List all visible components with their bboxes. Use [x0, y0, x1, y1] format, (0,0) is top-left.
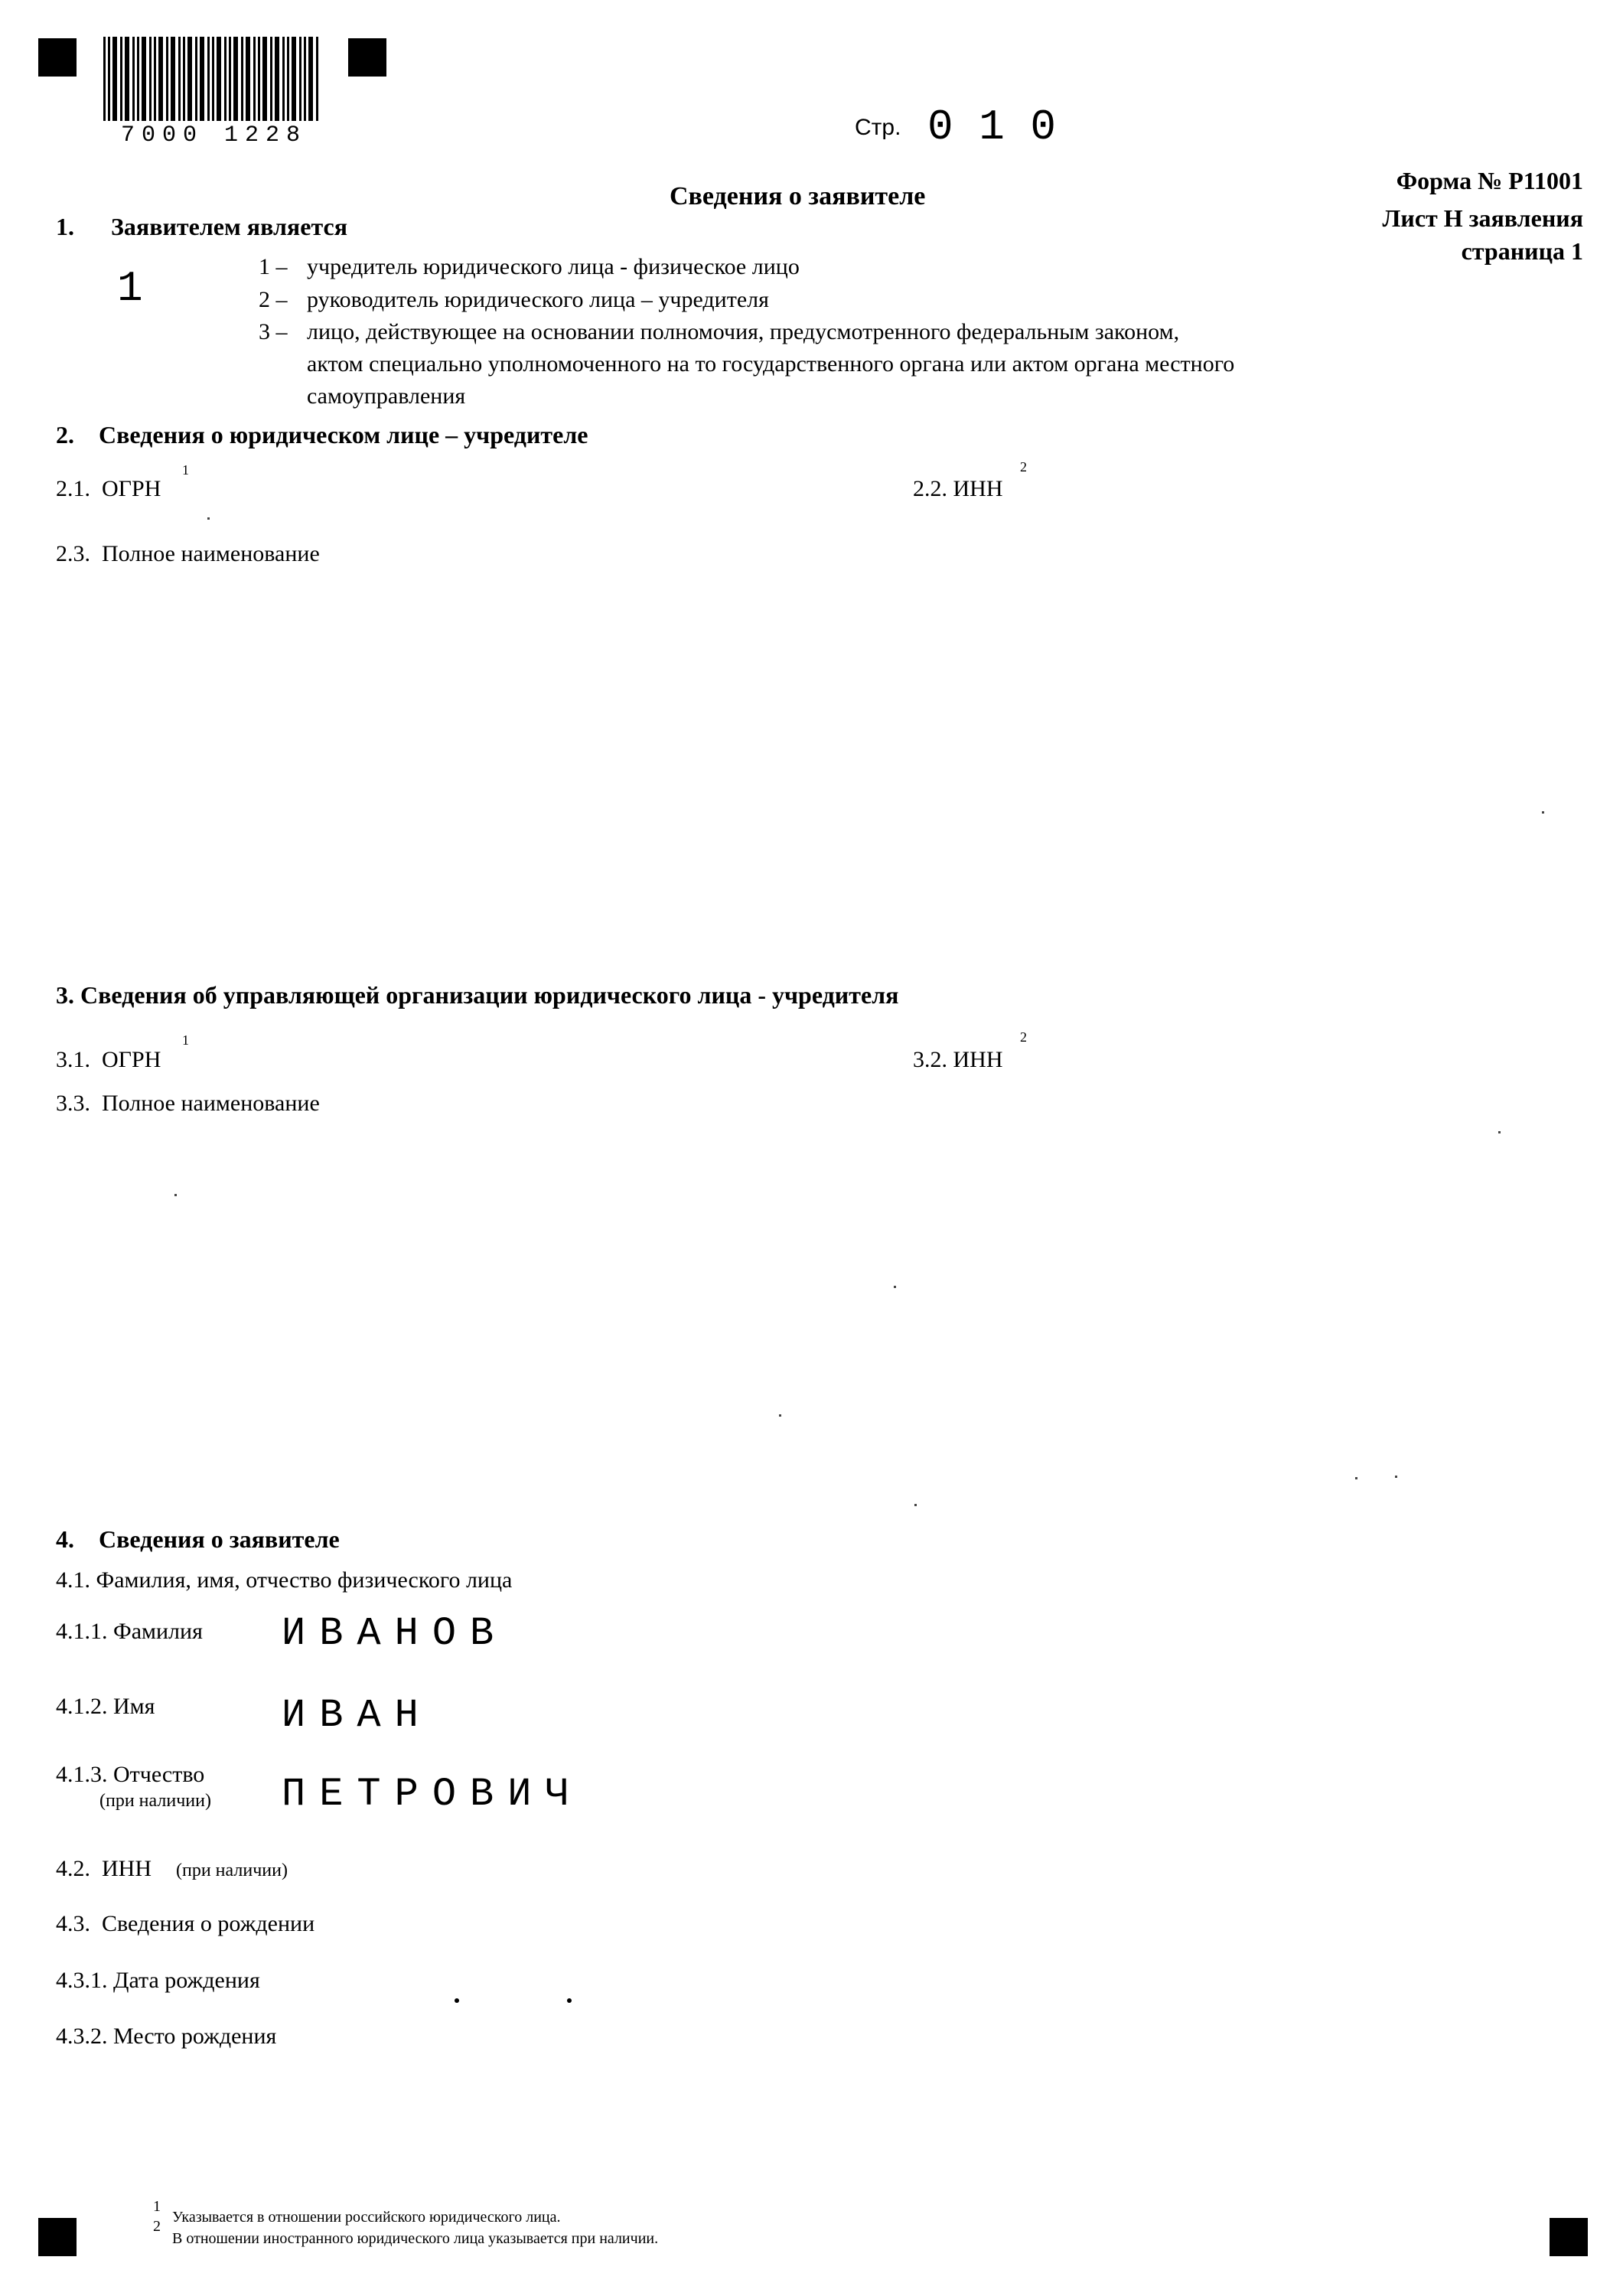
section2-inn-footnote-mark: 2	[1020, 459, 1027, 475]
scan-speck	[207, 517, 210, 520]
registration-marker-bottom-left	[38, 2218, 77, 2256]
option-1-text: учредитель юридического лица - физическое лицо	[307, 254, 800, 279]
form-number: Форма № Р11001	[1396, 167, 1583, 194]
birth-place-label: 4.3.2. Место рождения	[56, 2024, 277, 2049]
section1-number: 1.	[56, 213, 74, 240]
barcode	[103, 37, 321, 121]
fio-title: 4.1. Фамилия, имя, отчество физического лица	[56, 1567, 513, 1593]
registration-marker-top-right	[348, 38, 386, 77]
scan-speck	[894, 1286, 896, 1288]
option-3-line-1: лицо, действующее на основании полномочия, предусмотренного федеральным законом,	[307, 319, 1180, 344]
section3-ogrn-footnote-mark: 1	[182, 1032, 189, 1048]
first-name-value: ИВАН	[282, 1693, 432, 1738]
scan-speck	[914, 1504, 917, 1506]
page-number-value: 0 1 0	[927, 103, 1057, 152]
surname-value: ИВАНОВ	[282, 1611, 508, 1656]
section3-fullname-label: 3.3. Полное наименование	[56, 1091, 320, 1116]
section2-inn-label: 2.2. ИНН	[913, 476, 1003, 501]
birth-date-separator-1	[455, 1998, 459, 2003]
section3-inn-label: 3.2. ИНН	[913, 1047, 1003, 1072]
scan-speck	[1395, 1476, 1397, 1478]
section3-ogrn-label: 3.1. ОГРН	[56, 1047, 161, 1072]
applicant-inn-label: 4.2. ИНН	[56, 1856, 152, 1881]
footnote-1-text: Указывается в отношении российского юридического лица.	[172, 2209, 561, 2226]
option-2-number: 2 –	[259, 287, 288, 312]
applicant-type-value: 1	[117, 264, 143, 313]
option-3-line-2: актом специально уполномоченного на то государственного органа или актом органа местного	[307, 351, 1235, 377]
section1-heading: Заявителем является	[111, 213, 348, 240]
section4-heading: 4. Сведения о заявителе	[56, 1525, 340, 1553]
option-1-number: 1 –	[259, 254, 288, 279]
birth-date-label: 4.3.1. Дата рождения	[56, 1968, 260, 1993]
option-3-number: 3 –	[259, 319, 288, 344]
section2-ogrn-footnote-mark: 1	[182, 462, 189, 478]
sheet-label: Лист Н заявления	[1382, 204, 1583, 232]
patronymic-value: ПЕТРОВИЧ	[282, 1772, 583, 1817]
section3-inn-footnote-mark: 2	[1020, 1029, 1027, 1045]
scan-speck	[174, 1194, 177, 1196]
section2-heading: 2. Сведения о юридическом лице – учредителе	[56, 421, 588, 448]
surname-label: 4.1.1. Фамилия	[56, 1619, 203, 1644]
birth-date-separator-2	[567, 1998, 572, 2003]
barcode-number: 7000 1228	[121, 122, 308, 148]
scan-speck	[1355, 1477, 1357, 1479]
registration-marker-bottom-right	[1550, 2218, 1588, 2256]
option-3-line-3: самоуправления	[307, 383, 466, 409]
footnote-1-mark: 1	[153, 2198, 161, 2215]
scan-speck	[779, 1414, 781, 1417]
option-2-text: руководитель юридического лица – учредителя	[307, 287, 769, 312]
registration-marker-top-left	[38, 38, 77, 77]
section3-heading: 3. Сведения об управляющей организации юридического лица - учредителя	[56, 981, 899, 1009]
page-number-label: Стр.	[855, 115, 901, 140]
sheet-page: страница 1	[1461, 237, 1583, 265]
patronymic-hint: (при наличии)	[99, 1791, 211, 1811]
first-name-label: 4.1.2. Имя	[56, 1694, 155, 1719]
scan-speck	[1542, 811, 1544, 814]
footnote-2-text: В отношении иностранного юридического лица указывается при наличии.	[172, 2230, 659, 2247]
birth-info-title: 4.3. Сведения о рождении	[56, 1911, 315, 1936]
applicant-inn-hint: (при наличии)	[176, 1861, 288, 1880]
page-title: Сведения о заявителе	[670, 182, 926, 210]
patronymic-label: 4.1.3. Отчество	[56, 1762, 205, 1787]
scan-speck	[1498, 1131, 1501, 1133]
footnote-2-mark: 2	[153, 2218, 161, 2235]
section2-ogrn-label: 2.1. ОГРН	[56, 476, 161, 501]
section2-fullname-label: 2.3. Полное наименование	[56, 541, 320, 566]
